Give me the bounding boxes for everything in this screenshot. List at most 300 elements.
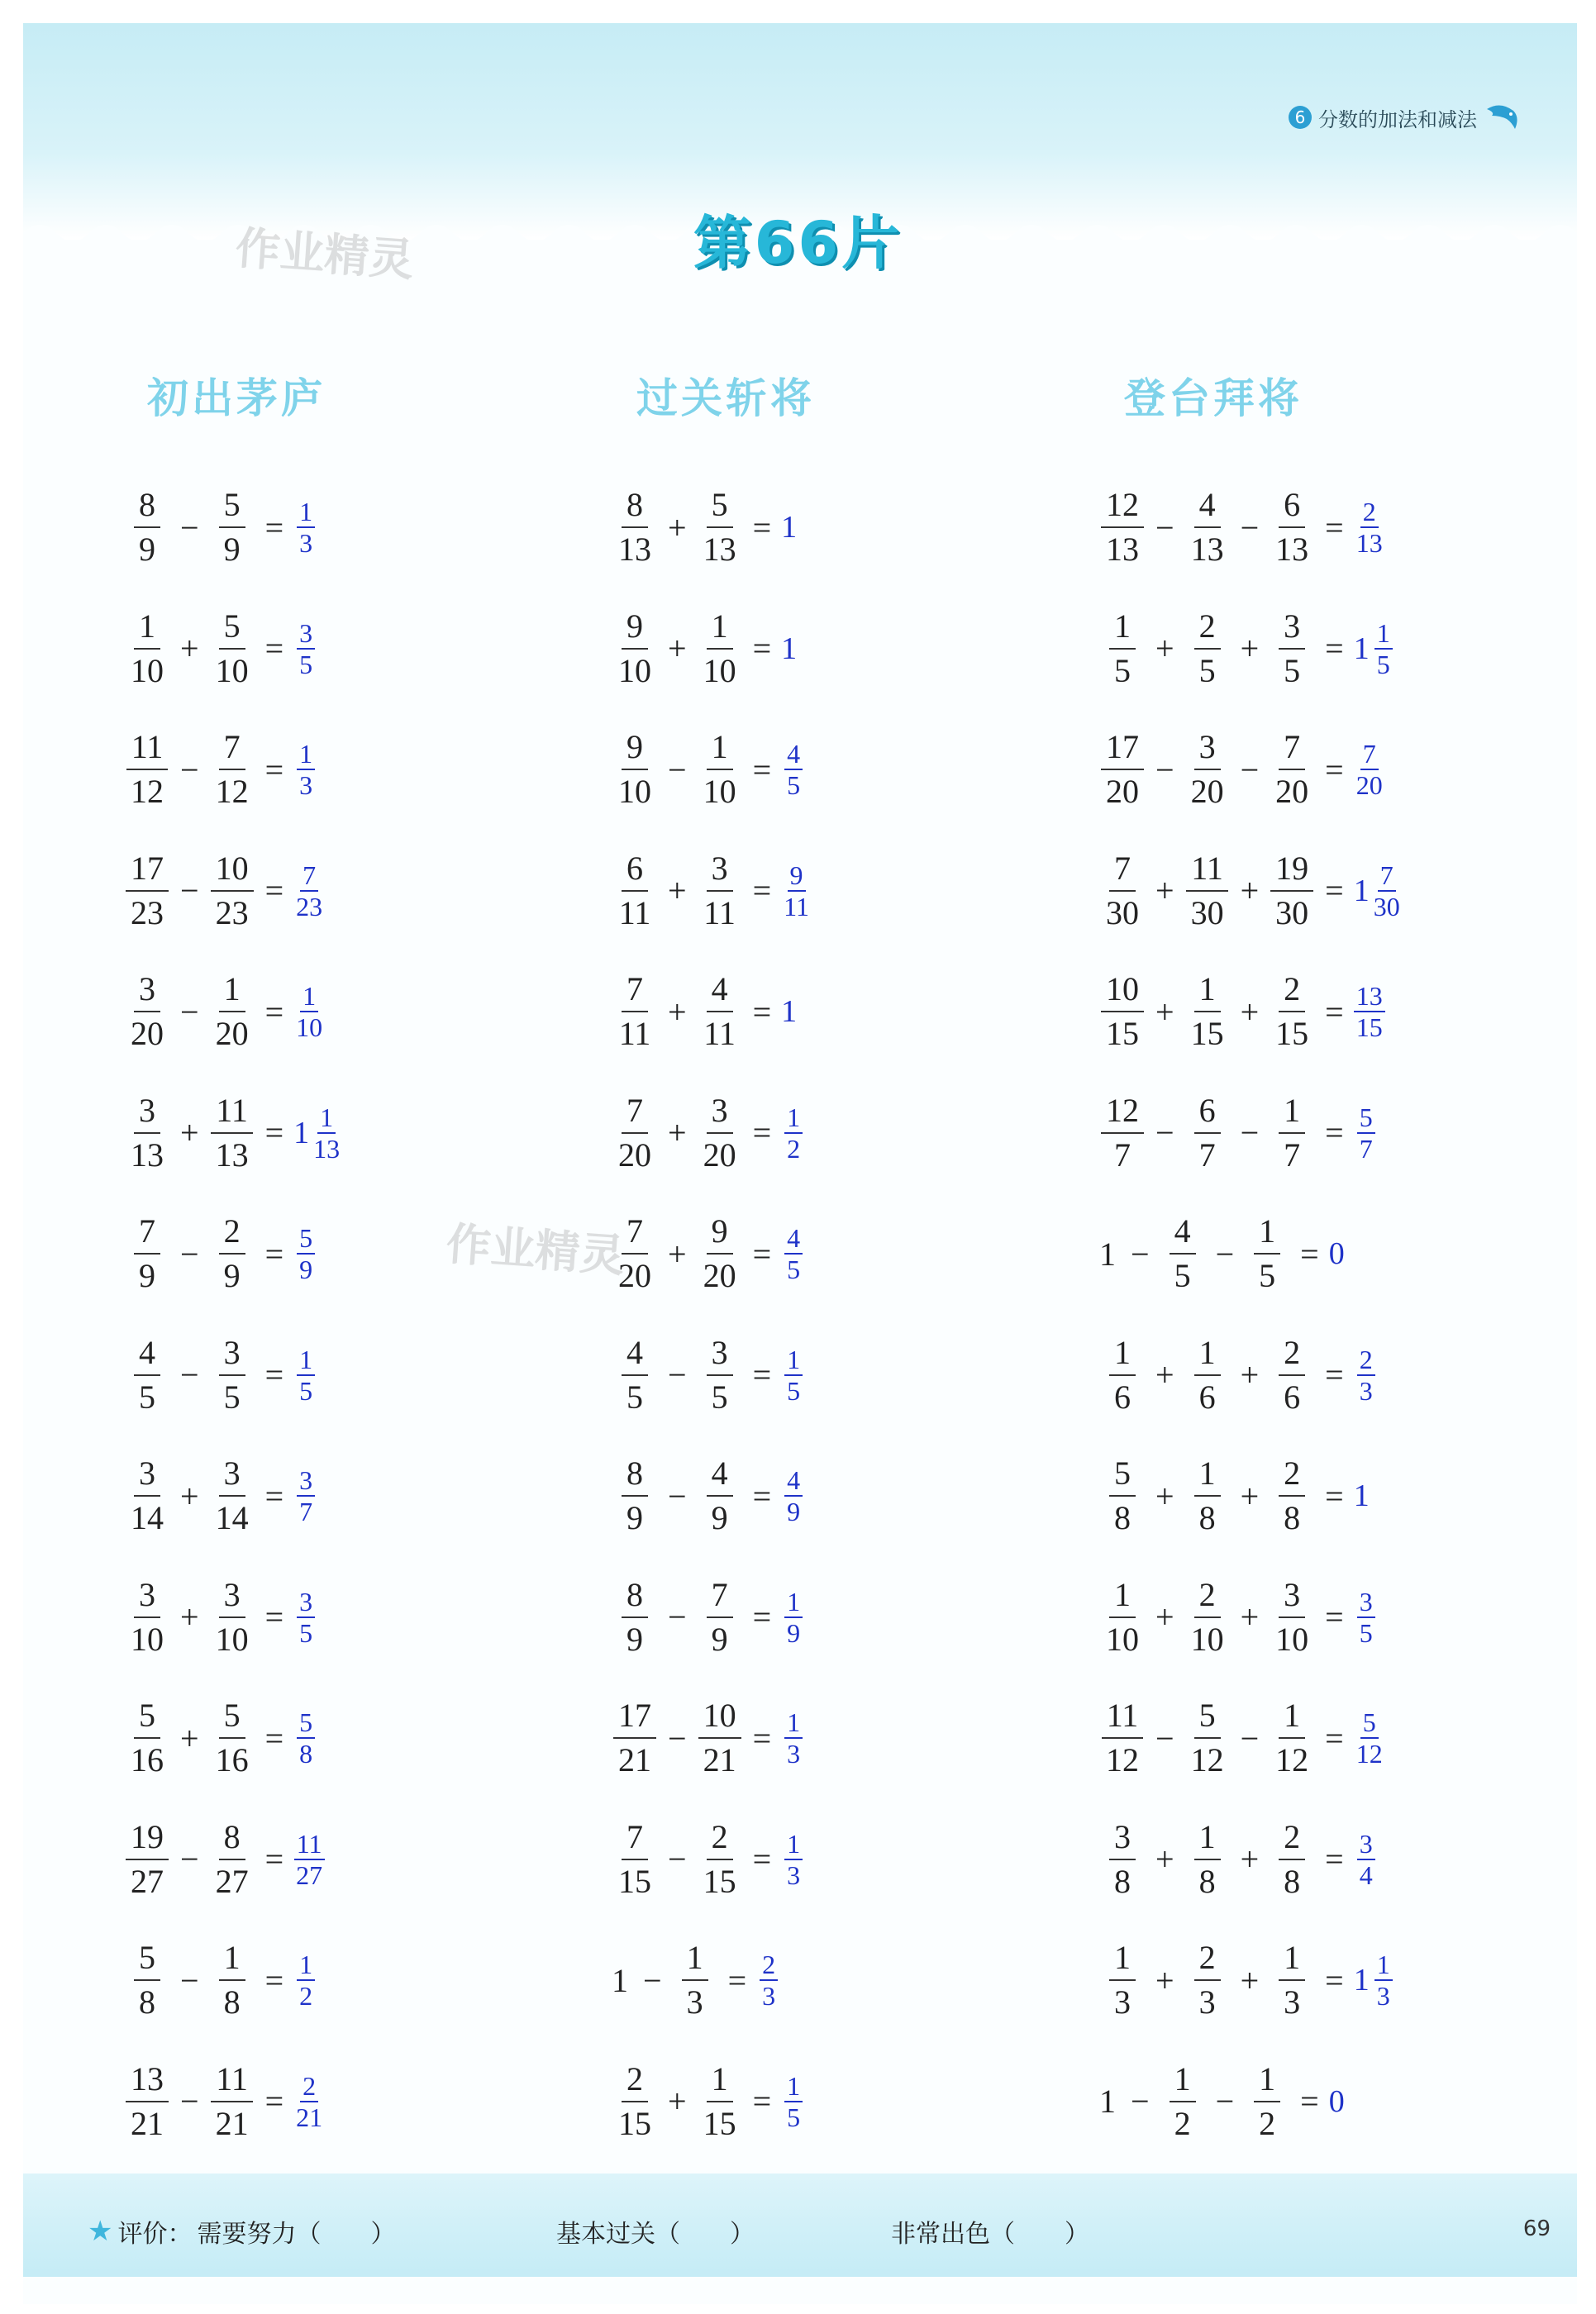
- fraction-term: [612, 2059, 658, 2142]
- fraction-term-denominator: 9: [223, 1257, 241, 1295]
- answer-numerator: 1: [784, 1104, 803, 1134]
- answer-fraction: [293, 1950, 318, 2012]
- fraction-term-numerator: 5: [134, 1941, 160, 1981]
- fraction-term-numerator: 9: [622, 731, 648, 770]
- answer-fraction: [1371, 1950, 1396, 2012]
- fraction-term-denominator: 20: [215, 1015, 249, 1053]
- handwritten-answer: [1354, 1709, 1385, 1767]
- fraction-term-denominator: 13: [1275, 531, 1309, 569]
- fraction-term-numerator: 3: [219, 1457, 245, 1497]
- fraction-term-denominator: 10: [703, 773, 736, 811]
- answer-denominator: 5: [787, 770, 801, 801]
- fraction-term: [209, 849, 255, 931]
- equation-row: [124, 1436, 342, 1557]
- fraction-term: [612, 1457, 658, 1535]
- answer-fraction: [293, 981, 325, 1043]
- equation-row: [1099, 2041, 1403, 2163]
- fraction-term: [124, 1333, 170, 1416]
- fraction-term-denominator: 6: [1284, 1378, 1301, 1416]
- fraction-term-numerator: 5: [219, 488, 245, 528]
- fraction-term: [124, 486, 170, 569]
- fraction-term-denominator: 7: [1114, 1136, 1131, 1174]
- fraction-term: [1269, 728, 1315, 811]
- fraction-term: [209, 1457, 255, 1535]
- fraction-term: [1269, 1817, 1315, 1900]
- fraction-term: [209, 1212, 255, 1295]
- fraction-term-numerator: 7: [622, 1215, 648, 1255]
- answer-whole: 1: [293, 1115, 310, 1150]
- equals-sign: =: [264, 1356, 284, 1394]
- operator: +: [1240, 1961, 1260, 1999]
- fraction-term-denominator: 3: [1198, 1983, 1216, 2021]
- fraction-term: [697, 1333, 743, 1416]
- handwritten-answer: [781, 993, 798, 1030]
- fraction-term: [697, 2059, 743, 2142]
- fraction-term-denominator: 16: [215, 1741, 249, 1779]
- fraction-term-denominator: 30: [1106, 893, 1139, 931]
- fraction-term: [124, 1575, 170, 1658]
- fraction-term-whole: 1: [1099, 2083, 1116, 2121]
- fraction-term-denominator: 8: [1284, 1499, 1301, 1537]
- fraction-term-denominator: 13: [215, 1136, 249, 1174]
- fraction-term-denominator: 3: [1114, 1983, 1131, 2021]
- fraction-term-denominator: 20: [1106, 773, 1139, 811]
- operator: −: [668, 1840, 687, 1878]
- equation-row: [612, 951, 812, 1073]
- answer-denominator: 23: [296, 891, 323, 921]
- answer-denominator: 7: [1359, 1133, 1373, 1164]
- fraction-term-numerator: 3: [1279, 610, 1305, 650]
- fraction-term: [1269, 1575, 1315, 1658]
- fraction-term-numerator: 4: [1194, 488, 1221, 528]
- fraction-term: [1099, 1575, 1146, 1658]
- fraction-term: [1099, 1091, 1146, 1174]
- fraction-term-numerator: 2: [1194, 1941, 1221, 1981]
- operator: +: [1240, 1598, 1260, 1636]
- equals-sign: =: [1325, 508, 1344, 546]
- fraction-term-numerator: 2: [1194, 1578, 1221, 1618]
- answer-denominator: 3: [299, 770, 313, 801]
- answer-fraction: [781, 1467, 806, 1525]
- evaluation-label: 评价：: [117, 2220, 193, 2249]
- fraction-term: [1269, 486, 1315, 569]
- answer-numerator: 2: [300, 2073, 318, 2102]
- handwritten-answer: [1353, 859, 1403, 921]
- fraction-term-numerator: 1: [1279, 1699, 1305, 1739]
- answer-denominator: 13: [313, 1133, 341, 1164]
- equation-row: [612, 831, 812, 952]
- fraction-term-numerator: 10: [211, 852, 254, 892]
- operator: +: [1155, 1477, 1174, 1515]
- fraction-term-numerator: 5: [219, 1699, 245, 1739]
- equals-sign: =: [752, 1598, 772, 1636]
- fraction-term-denominator: 9: [626, 1620, 643, 1658]
- option-basic-pass[interactable]: 基本过关（ ）: [556, 2220, 755, 2249]
- operator: −: [180, 1356, 199, 1394]
- equals-sign: =: [264, 872, 284, 910]
- fraction-term-denominator: 8: [1114, 1499, 1131, 1537]
- operator: +: [1155, 1840, 1174, 1878]
- answer-numerator: 5: [297, 1709, 315, 1739]
- fraction-term-denominator: 5: [1114, 651, 1131, 689]
- fraction-term: [612, 1091, 658, 1174]
- answer-fraction: [293, 617, 318, 679]
- fraction-term: [697, 849, 743, 931]
- fraction-term-numerator: 3: [1279, 1578, 1305, 1618]
- answer-denominator: 5: [787, 1375, 801, 1406]
- handwritten-answer: [1353, 617, 1396, 679]
- equals-sign: =: [752, 1114, 772, 1152]
- equation-row: [124, 1920, 342, 2041]
- answer-numerator: 7: [1378, 862, 1396, 892]
- operator: −: [180, 993, 199, 1031]
- answer-denominator: 5: [299, 1375, 313, 1406]
- column-header-2: 过关斩将: [636, 374, 815, 422]
- fraction-term: [612, 486, 658, 569]
- fraction-term: [124, 607, 170, 689]
- fraction-term-numerator: 4: [1170, 1215, 1196, 1255]
- answer-numerator: 1: [297, 740, 315, 770]
- equation-row: [612, 1436, 812, 1557]
- equation-row: [124, 831, 342, 952]
- answer-numerator: 4: [784, 1225, 803, 1255]
- fraction-term-denominator: 20: [618, 1257, 651, 1295]
- fraction-term-numerator: 3: [1109, 1821, 1136, 1860]
- equals-sign: =: [1325, 1356, 1344, 1394]
- equals-sign: =: [752, 1235, 772, 1273]
- answer-fraction: [293, 1225, 318, 1283]
- answer-fraction: [311, 1104, 342, 1162]
- option-needs-effort[interactable]: 需要努力（ ）: [197, 2220, 396, 2249]
- fraction-term-denominator: 9: [223, 531, 241, 569]
- fraction-term-denominator: 5: [223, 1378, 241, 1416]
- fraction-term-denominator: 20: [1275, 773, 1309, 811]
- handwritten-answer: [781, 739, 806, 801]
- problem-column-3: [1099, 467, 1403, 2162]
- fraction-term-denominator: 15: [1190, 1015, 1224, 1053]
- operator: +: [180, 1598, 199, 1636]
- operator: −: [180, 1235, 199, 1273]
- fraction-term-denominator: 23: [215, 893, 249, 931]
- fraction-term-denominator: 7: [1284, 1136, 1301, 1174]
- handwritten-answer: [293, 739, 318, 801]
- fraction-term: [1160, 1212, 1206, 1295]
- equation-row: [612, 1678, 812, 1799]
- equation-row: [1099, 1920, 1403, 2041]
- equals-sign: =: [1325, 1961, 1344, 1999]
- equals-sign: =: [752, 1477, 772, 1515]
- answer-whole: 1: [1353, 631, 1370, 666]
- fraction-term: [697, 607, 743, 689]
- fraction-term-denominator: 15: [1106, 1015, 1139, 1053]
- answer-numerator: 13: [1354, 983, 1385, 1012]
- fraction-term: [1184, 486, 1231, 569]
- equation-row: [612, 1557, 812, 1678]
- operator: +: [180, 1114, 199, 1152]
- fraction-term-numerator: 6: [1194, 1094, 1221, 1134]
- fraction-term: [209, 486, 255, 569]
- fraction-term-denominator: 20: [131, 1015, 164, 1053]
- answer-denominator: 7: [299, 1497, 313, 1527]
- answer-numerator: 7: [300, 862, 318, 892]
- handwritten-answer: [1354, 1346, 1379, 1404]
- equals-sign: =: [264, 1477, 284, 1515]
- answer-denominator: 2: [787, 1133, 801, 1164]
- fraction-term-numerator: 5: [1194, 1699, 1221, 1739]
- page-number: 69: [1522, 2216, 1551, 2241]
- operator: +: [668, 2083, 687, 2121]
- answer-fraction: [781, 739, 806, 801]
- handwritten-answer: [293, 1467, 318, 1525]
- fraction-term-numerator: 7: [1279, 731, 1305, 770]
- fraction-term-numerator: 19: [1270, 852, 1313, 892]
- handwritten-answer: [293, 497, 318, 559]
- fraction-term-denominator: 5: [711, 1378, 728, 1416]
- fraction-term: [1099, 486, 1146, 569]
- fraction-term-numerator: 3: [707, 1094, 733, 1134]
- handwritten-answer: [781, 1104, 806, 1162]
- fraction-term-numerator: 3: [219, 1336, 245, 1376]
- fraction-term: [1099, 1457, 1146, 1535]
- fraction-term-denominator: 13: [131, 1136, 164, 1174]
- answer-fraction: [1354, 1346, 1379, 1404]
- operator: +: [1240, 1356, 1260, 1394]
- handwritten-answer: [293, 1709, 318, 1767]
- fraction-term: [209, 970, 255, 1053]
- fraction-term-denominator: 12: [215, 773, 249, 811]
- answer-denominator: 5: [299, 1617, 313, 1648]
- operator: −: [1240, 1114, 1260, 1152]
- answer-numerator: 9: [788, 862, 806, 892]
- fraction-term: [1269, 970, 1315, 1053]
- answer-numerator: 1: [784, 2073, 803, 2102]
- fraction-term-numerator: 7: [622, 1094, 648, 1134]
- fraction-term: [209, 1333, 255, 1416]
- equation-row: [612, 588, 812, 710]
- fraction-term-whole: 1: [1099, 1235, 1116, 1273]
- handwritten-answer: [293, 981, 325, 1043]
- equals-sign: =: [1325, 1114, 1344, 1152]
- answer-numerator: 1: [784, 1831, 803, 1860]
- operator: −: [668, 1356, 687, 1394]
- equation-row: [1099, 1436, 1403, 1557]
- fraction-term-numerator: 8: [622, 488, 648, 528]
- fraction-term: [1184, 1941, 1231, 2019]
- fraction-term-numerator: 2: [1279, 1457, 1305, 1497]
- fraction-term-numerator: 11: [211, 1094, 253, 1134]
- answer-fraction: [1354, 497, 1385, 559]
- handwritten-answer: [781, 509, 798, 545]
- fraction-term-numerator: 2: [1279, 1336, 1305, 1376]
- equation-row: [124, 709, 342, 831]
- operator: +: [668, 993, 687, 1031]
- operator: +: [1155, 993, 1174, 1031]
- fraction-term-denominator: 8: [1284, 1862, 1301, 1900]
- fraction-term-denominator: 13: [1106, 531, 1139, 569]
- fraction-term-denominator: 3: [686, 1983, 703, 2021]
- answer-fraction: [293, 1828, 325, 1890]
- answer-denominator: 12: [1355, 1739, 1383, 1769]
- operator: −: [1131, 1235, 1150, 1273]
- equals-sign: =: [1325, 1598, 1344, 1636]
- fraction-term-denominator: 6: [1198, 1378, 1216, 1416]
- equals-sign: =: [264, 1114, 284, 1152]
- fraction-term: [1269, 1091, 1315, 1174]
- fraction-term: [1269, 849, 1315, 931]
- fraction-term-numerator: 2: [1194, 610, 1221, 650]
- answer-denominator: 3: [787, 1859, 801, 1890]
- fraction-term-denominator: 11: [703, 893, 736, 931]
- fraction-term-numerator: 1: [1194, 973, 1221, 1012]
- handwritten-answer: [293, 1104, 342, 1162]
- fraction-term: [1184, 1333, 1231, 1416]
- handwritten-answer: [1354, 739, 1385, 801]
- operator: −: [1240, 508, 1260, 546]
- handwritten-answer: [1329, 2083, 1346, 2120]
- fraction-term-denominator: 12: [131, 773, 164, 811]
- answer-numerator: 4: [784, 1467, 803, 1497]
- fraction-term: [1184, 728, 1231, 811]
- fraction-term-denominator: 2: [1174, 2104, 1191, 2142]
- fraction-term: [124, 1212, 170, 1295]
- equals-sign: =: [1325, 750, 1344, 788]
- fraction-term-denominator: 13: [703, 531, 736, 569]
- handwritten-answer: [1354, 1104, 1379, 1162]
- fraction-term-denominator: 27: [215, 1862, 249, 1900]
- fraction-term: [209, 728, 255, 811]
- handwritten-answer: [781, 1346, 806, 1404]
- fraction-term-denominator: 5: [626, 1378, 643, 1416]
- footer-band: [23, 2174, 1577, 2277]
- fraction-term: [209, 2059, 255, 2142]
- handwritten-answer: [781, 1709, 806, 1767]
- fraction-term-numerator: 1: [1194, 1457, 1221, 1497]
- fraction-term: [612, 728, 658, 811]
- fraction-term-numerator: 9: [622, 610, 648, 650]
- fraction-term-numerator: 5: [134, 1699, 160, 1739]
- fraction-term-numerator: 3: [134, 1457, 160, 1497]
- equation-row: [612, 1073, 812, 1194]
- equals-sign: =: [752, 2083, 772, 2121]
- answer-fraction: [781, 1346, 806, 1404]
- fraction-term-denominator: 10: [1106, 1620, 1139, 1658]
- answer-whole: 1: [1353, 873, 1370, 908]
- fraction-term-numerator: 1: [1279, 1094, 1305, 1134]
- answer-whole: 1: [781, 631, 798, 666]
- answer-fraction: [293, 739, 318, 801]
- equals-sign: =: [1325, 1719, 1344, 1757]
- equation-row: [124, 1557, 342, 1678]
- fraction-term: [1099, 1941, 1146, 2019]
- answer-fraction: [1354, 1828, 1379, 1890]
- equals-sign: =: [264, 2083, 284, 2121]
- answer-fraction: [1354, 1709, 1385, 1767]
- fraction-term: [124, 849, 170, 931]
- answer-fraction: [781, 1828, 806, 1890]
- fraction-term-denominator: 13: [618, 531, 651, 569]
- fraction-term: [209, 1941, 255, 2019]
- fraction-term-numerator: 1: [682, 1941, 708, 1981]
- fraction-term: [612, 607, 658, 689]
- answer-numerator: 1: [784, 1709, 803, 1739]
- fraction-term-numerator: 2: [219, 1215, 245, 1255]
- equals-sign: =: [264, 1598, 284, 1636]
- fraction-term-denominator: 20: [618, 1136, 651, 1174]
- handwritten-answer: [1354, 1478, 1371, 1514]
- fraction-term: [1184, 1575, 1231, 1658]
- fraction-term: [612, 1699, 658, 1777]
- fraction-term-denominator: 15: [618, 2104, 651, 2142]
- fraction-term-denominator: 21: [131, 2104, 164, 2142]
- answer-denominator: 13: [1355, 528, 1383, 559]
- answer-numerator: 4: [784, 740, 803, 770]
- fraction-term-denominator: 9: [626, 1499, 643, 1537]
- operator: −: [180, 1961, 199, 1999]
- operator: +: [668, 508, 687, 546]
- fraction-term-numerator: 4: [707, 973, 733, 1012]
- fraction-term: [612, 970, 658, 1053]
- answer-numerator: 2: [1357, 1346, 1375, 1376]
- operator: +: [668, 1235, 687, 1273]
- fraction-term-numerator: 8: [622, 1457, 648, 1497]
- answer-fraction: [781, 1588, 806, 1646]
- fraction-term-denominator: 10: [618, 773, 651, 811]
- watermark-middle: 作业精灵: [444, 1217, 626, 1283]
- fraction-term: [697, 1091, 743, 1174]
- equation-row: [124, 1315, 342, 1436]
- option-excellent[interactable]: 非常出色（ ）: [891, 2220, 1089, 2249]
- handwritten-answer: [293, 1828, 325, 1890]
- answer-denominator: 5: [787, 2102, 801, 2132]
- answer-denominator: 9: [787, 1497, 801, 1527]
- operator: +: [668, 1114, 687, 1152]
- answer-denominator: 3: [787, 1739, 801, 1769]
- fraction-term-numerator: 1: [1109, 1336, 1136, 1376]
- equals-sign: =: [264, 1961, 284, 1999]
- fraction-term-numerator: 19: [126, 1821, 169, 1860]
- evaluation-row: [88, 2213, 395, 2250]
- answer-numerator: 1: [317, 1104, 336, 1134]
- answer-numerator: 3: [1357, 1588, 1375, 1618]
- handwritten-answer: [1354, 1588, 1379, 1646]
- answer-numerator: 2: [760, 1951, 778, 1981]
- handwritten-answer: [781, 1588, 806, 1646]
- operator: −: [668, 750, 687, 788]
- fraction-term-numerator: 4: [707, 1457, 733, 1497]
- fraction-term-numerator: 3: [134, 1578, 160, 1618]
- fraction-term-denominator: 20: [703, 1257, 736, 1295]
- handwritten-answer: [293, 2070, 325, 2132]
- answer-numerator: 1: [1374, 1951, 1393, 1981]
- chapter-label: [1289, 98, 1523, 137]
- fraction-term-numerator: 1: [1109, 610, 1136, 650]
- answer-fraction: [1354, 1588, 1379, 1646]
- answer-denominator: 5: [787, 1255, 801, 1285]
- fraction-term-numerator: 17: [613, 1699, 656, 1739]
- fraction-term: [209, 1817, 255, 1900]
- fraction-term-numerator: 5: [219, 610, 245, 650]
- fraction-term-denominator: 15: [618, 1862, 651, 1900]
- handwritten-answer: [781, 1828, 806, 1890]
- fraction-term: [209, 1699, 255, 1777]
- answer-denominator: 21: [296, 2102, 323, 2132]
- operator: −: [180, 508, 199, 546]
- equals-sign: =: [752, 1840, 772, 1878]
- fraction-term: [612, 1817, 658, 1900]
- equals-sign: =: [752, 750, 772, 788]
- equals-sign: =: [264, 750, 284, 788]
- answer-denominator: 4: [1359, 1859, 1373, 1890]
